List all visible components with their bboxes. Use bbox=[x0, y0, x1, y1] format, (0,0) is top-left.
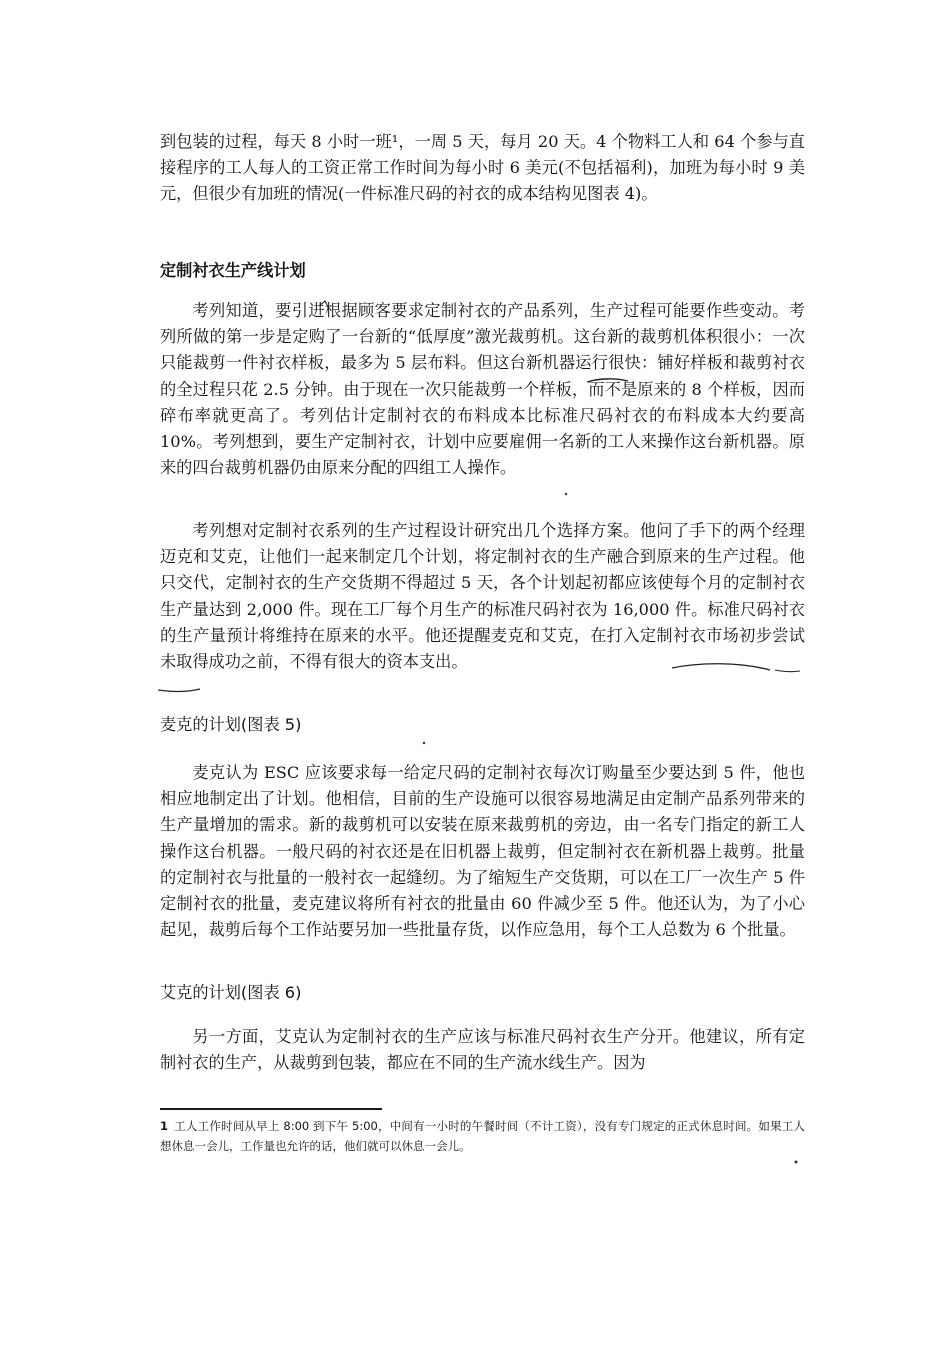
scan-speck bbox=[795, 1161, 798, 1164]
heading-mike-plan: 麦克的计划(图表 5) bbox=[160, 715, 302, 734]
footnote-number: 1 bbox=[160, 1119, 169, 1133]
paragraph-laser-cutter: 考列知道，要引进根据顾客要求定制衬衣的产品系列，生产过程可能要作些变动。考列所做的第一步是定购了一台新的“低厚度”激光裁剪机。这台新的裁剪机体积很小：一次只能裁剪一件衬衣样板，最多为 5 层布料。但这台新机器运行很快：铺好样板和裁剪衬衣的全过程只花 2.5 分钟。由于现在一次只能裁剪一个样板，而不是原来的 8 个样板，因而碎布率就更高了。考列估计定制衬衣的布料成本比标准尺码衬衣的布料成本大约要高 10%。考列想到，要生产定制衬衣，计划中应要雇佣一名新的工人来操作这台新机器。原来的四台裁剪机器仍由原来分配的四组工人操作。 bbox=[160, 301, 805, 478]
paragraph-production-schedule: 到包装的过程，每天 8 小时一班¹，一周 5 天，每月 20 天。4 个物料工人和 64 个参与直接程序的工人每人的工资正常工作时间为每小时 6 美元(不包括福利)，加班为每小时 9 美元，但很少有加班的情况(一件标准尺码的衬衣的成本结构见图表 4)。 bbox=[160, 132, 805, 204]
heading-custom-line-plan: 定制衬衣生产线计划 bbox=[160, 261, 306, 280]
footnote-divider bbox=[160, 1108, 382, 1110]
pen-underline-spending bbox=[158, 689, 200, 691]
paragraph-mike-plan: 麦克认为 ESC 应该要求每一给定尺码的定制衬衣每次订购量至少要达到 5 件，他也相应地制定出了计划。他相信，目前的生产设施可以很容易地满足由定制产品系列带来的生产量增加的需求。新的裁剪机可以安装在原来裁剪机的旁边，由一名专门指定的新工人操作这台机器。一般尺码的衬衣还是在旧机器上裁剪，但定制衬衣在新机器上裁剪。批量的定制衬衣与批量的一般衬衣一起缝纫。为了缩短生产交货期，可以在工厂一次生产 5 件定制衬衣的批量，麦克建议将所有衬衣的批量由 60 件减少至 5 件。他还认为，为了小心起见，裁剪后每个工作站要另加一些批量存货，以作应急用，每个工人总数为 6 个批量。 bbox=[160, 763, 805, 940]
paragraph-plan-options: 考列想对定制衬衣系列的生产过程设计研究出几个选择方案。他问了手下的两个经理迈克和艾克，让他们一起来制定几个计划，将定制衬衣的生产融合到原来的生产过程。他只交代，定制衬衣的生产交货期不得超过 5 天，各个计划起初都应该使每个月的定制衬衣生产量达到 2,000 件。现在工厂每个月生产的标准尺码衬衣为 16,000 件。标准尺码衬衣的生产量预计将维持在原来的水平。他还提醒麦克和艾克，在打入定制衬衣市场初步尝试未取得成功之前，不得有很大的资本支出。 bbox=[160, 521, 805, 672]
heading-ike-plan: 艾克的计划(图表 6) bbox=[160, 983, 302, 1002]
scan-speck bbox=[565, 493, 567, 495]
footnote bbox=[160, 1116, 805, 1156]
scan-speck bbox=[423, 742, 425, 744]
paragraph-ike-plan: 另一方面，艾克认为定制衬衣的生产应该与标准尺码衬衣生产分开。他建议，所有定制衬衣的生产，从裁剪到包装，都应在不同的生产流水线生产。因为 bbox=[160, 1027, 805, 1073]
footnote-text: 工人工作时间从早上 8:00 到下午 5:00，中间有一小时的午餐时间（不计工资），没有专门规定的正式休息时间。如果工人想休息一会儿，工作量也允许的话，他们就可以休息一会儿。 bbox=[160, 1119, 805, 1153]
